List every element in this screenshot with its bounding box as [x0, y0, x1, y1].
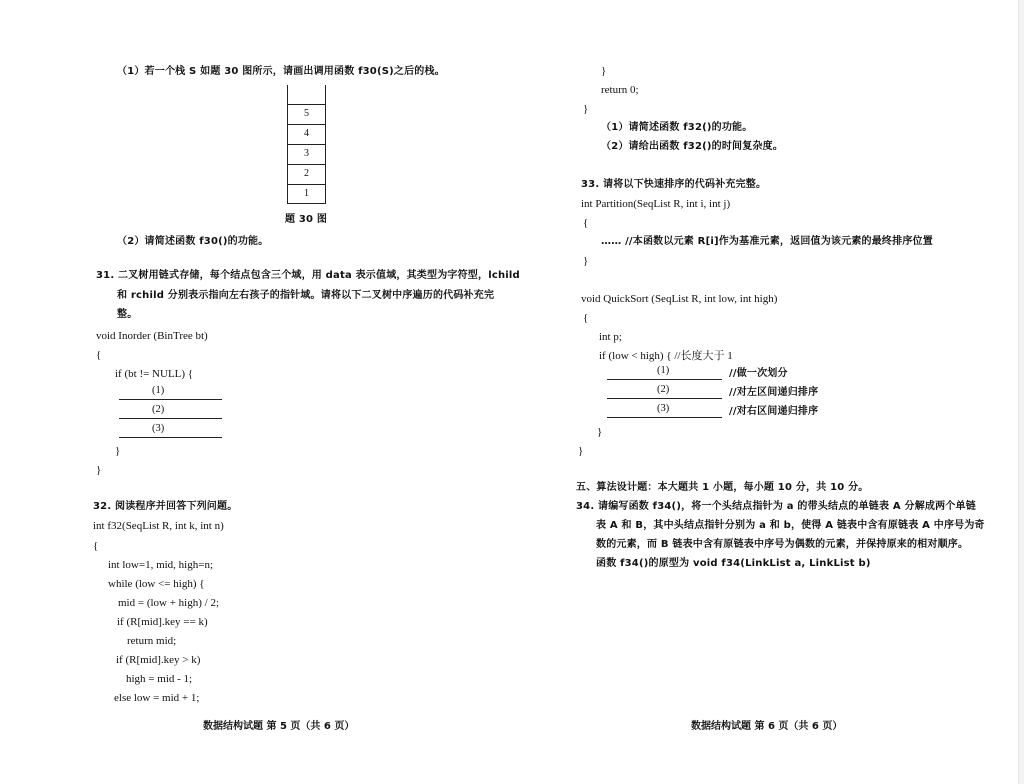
scan-edge: [1018, 0, 1024, 784]
blank-comment: //做一次划分: [729, 368, 788, 379]
stack-cell: 2: [288, 164, 325, 184]
code-line: if (R[mid].key == k): [117, 616, 208, 628]
blank-comment: //对左区间递归排序: [729, 387, 819, 398]
fill-blank-2: (2): [607, 385, 722, 399]
code-line: while (low <= high) {: [108, 578, 205, 590]
q32-part1: （1）请简述函数 f32()的功能。: [601, 122, 753, 133]
code-line: }: [597, 426, 603, 438]
code-line: if (R[mid].key > k): [116, 654, 201, 666]
q31-line2: 和 rchild 分别表示指向左右孩子的指针域。请将以下二叉树中序遍历的代码补充完: [117, 290, 495, 301]
stack-cell: 5: [288, 104, 325, 124]
code-line: {: [583, 217, 589, 229]
figure-caption: 题 30 图: [285, 214, 328, 225]
q34-line1: 34. 请编写函数 f34()，将一个头结点指针为 a 的带头结点的单链表 A 分解成两个单链: [576, 501, 976, 512]
code-line: {: [93, 540, 99, 552]
stack-cell: 4: [288, 124, 325, 144]
q32-title: 32. 阅读程序并回答下列问题。: [93, 501, 238, 512]
q32-part2: （2）请给出函数 f32()的时间复杂度。: [601, 141, 784, 152]
code-line: mid = (low + high) / 2;: [118, 597, 220, 609]
code-line: }: [96, 464, 102, 476]
code-line: void Inorder (BinTree bt): [96, 330, 208, 342]
q34-line4: 函数 f34()的原型为 void f34(LinkList a, LinkList b): [596, 558, 871, 569]
q30-part2: （2）请简述函数 f30()的功能。: [117, 236, 269, 247]
q31-line1: 31. 二叉树用链式存储，每个结点包含三个域，用 data 表示值域，其类型为字符型，lchild: [96, 270, 520, 281]
code-line: int f32(SeqList R, int k, int n): [93, 520, 224, 532]
blank-comment: //对右区间递归排序: [729, 406, 819, 417]
code-line: return mid;: [127, 635, 177, 647]
code-line: }: [601, 65, 607, 77]
fill-blank-1: (1): [119, 386, 222, 400]
code-line: int Partition(SeqList R, int i, int j): [581, 198, 731, 210]
code-line: int p;: [599, 331, 622, 343]
partition-comment: …… //本函数以元素 R[i]作为基准元素，返回值为该元素的最终排序位置: [601, 236, 933, 247]
code-line: void QuickSort (SeqList R, int low, int high): [581, 293, 778, 305]
code-line: {: [583, 312, 589, 324]
q34-line2: 表 A 和 B，其中头结点指针分别为 a 和 b，使得 A 链表中含有原链表 A 中序号为奇: [596, 520, 985, 531]
code-line: if (low < high) { //长度大于 1: [599, 350, 733, 362]
code-line: }: [583, 255, 589, 267]
code-line: return 0;: [601, 84, 639, 96]
stack-cell: 1: [288, 184, 325, 204]
fill-blank-1: (1): [607, 366, 722, 380]
q30-part1: （1）若一个栈 S 如题 30 图所示，请画出调用函数 f30(S)之后的栈。: [117, 66, 445, 77]
code-line: }: [578, 445, 584, 457]
code-line: }: [115, 445, 121, 457]
code-line: if (bt != NULL) {: [115, 368, 194, 380]
stack-figure: [287, 85, 326, 204]
code-line: high = mid - 1;: [126, 673, 193, 685]
fill-blank-3: (3): [119, 424, 222, 438]
stack-cell: 3: [288, 144, 325, 164]
code-line: else low = mid + 1;: [114, 692, 200, 704]
code-line: {: [96, 349, 102, 361]
page-footer-6: 数据结构试题 第 6 页（共 6 页）: [691, 721, 843, 732]
fill-blank-2: (2): [119, 405, 222, 419]
fill-blank-3: (3): [607, 404, 722, 418]
page-footer-5: 数据结构试题 第 5 页（共 6 页）: [203, 721, 355, 732]
code-line: int low=1, mid, high=n;: [108, 559, 213, 571]
q31-line3: 整。: [117, 309, 138, 320]
q34-line3: 数的元素，而 B 链表中含有原链表中序号为偶数的元素，并保持原来的相对顺序。: [596, 539, 969, 550]
section5-heading: 五、算法设计题：本大题共 1 小题，每小题 10 分，共 10 分。: [576, 482, 869, 493]
q33-title: 33. 请将以下快速排序的代码补充完整。: [581, 179, 767, 190]
code-line: }: [583, 103, 589, 115]
